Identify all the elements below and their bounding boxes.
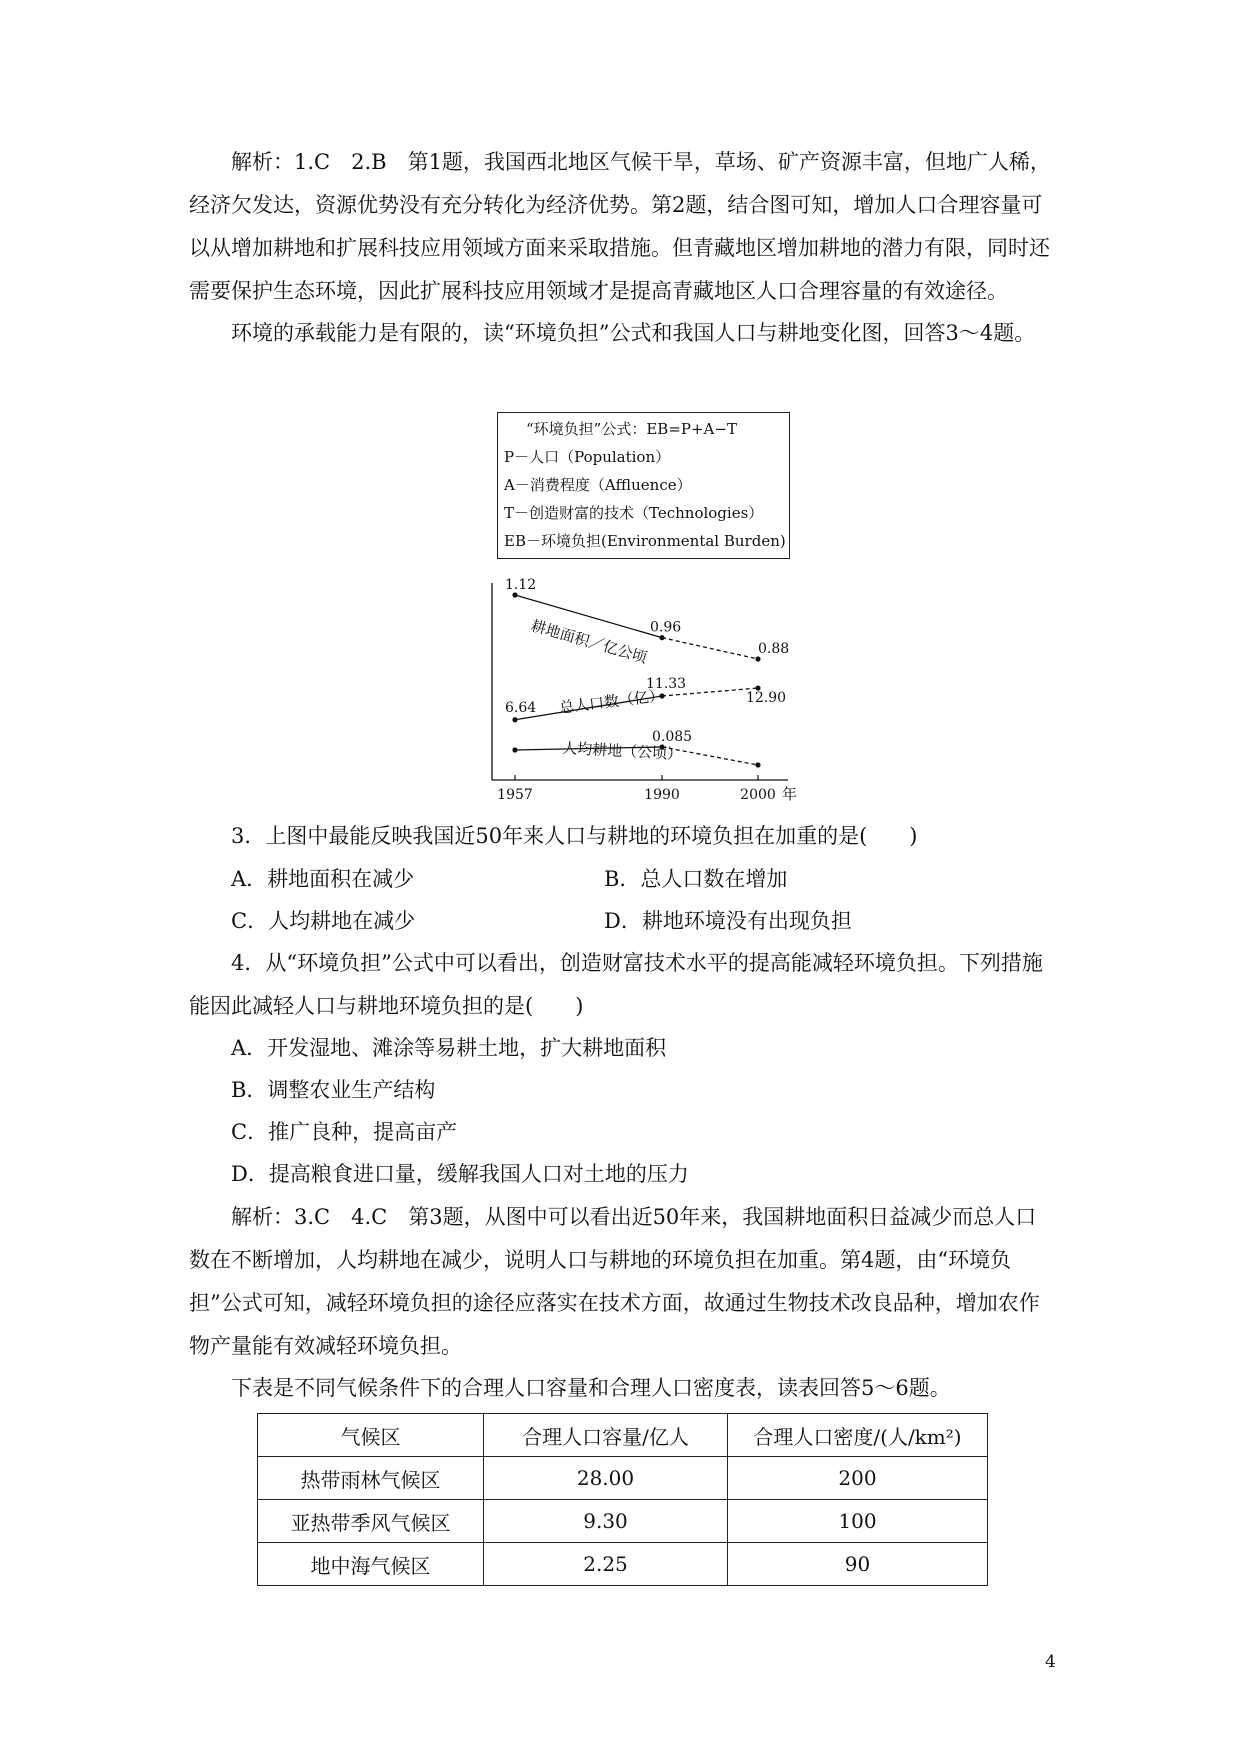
q3-option-b: B．总人口数在增加	[604, 867, 788, 891]
population-farmland-chart	[470, 575, 800, 805]
x-tick-label: 2000	[740, 787, 776, 803]
q4-option-d: D．提高粮食进口量，缓解我国人口对土地的压力	[231, 1162, 689, 1186]
data-point	[512, 747, 517, 752]
data-point	[659, 635, 664, 640]
formula-title: “环境负担”公式：EB=P+A−T	[526, 420, 737, 438]
formula-line-p: P－人口（Population）	[504, 448, 671, 466]
table-cell: 9.30	[484, 1500, 728, 1543]
table-cell: 200	[728, 1457, 988, 1500]
q3-option-d: D．耕地环境没有出现负担	[604, 909, 852, 933]
formula-line-a: A－消费程度（Affluence）	[504, 476, 692, 494]
q4-option-a: A．开发湿地、滩涂等易耕土地，扩大耕地面积	[231, 1036, 667, 1060]
data-point	[755, 762, 760, 767]
table-header-cell: 合理人口容量/亿人	[484, 1414, 728, 1457]
data-label: 11.33	[646, 675, 687, 692]
table-cell: 热带雨林气候区	[258, 1457, 484, 1500]
table-header-row	[258, 1414, 988, 1457]
intro-questions-5-6: 下表是不同气候条件下的合理人口容量和合理人口密度表，读表回答5～6题。	[231, 1376, 951, 1400]
data-point	[755, 656, 760, 661]
data-label: 12.90	[746, 690, 787, 707]
table-row	[258, 1543, 988, 1586]
analysis-1-2: 解析：1.C 2.B 第1题，我国西北地区气候干旱，草场、矿产资源丰富，但地广人稀，经济欠发达，资源优势没有充分转化为经济优势。第2题，结合图可知，增加人口合理容量可以从增加耕地和扩展科技应用领域方面来采取措施。但青藏地区增加耕地的潜力有限，同时还需要保护生态环境，因此扩展科技应用领域才是提高青藏地区人口合理容量的有效途径。	[189, 150, 1051, 303]
environmental-burden-formula-box	[497, 412, 790, 559]
x-tick-label: 1957	[497, 787, 533, 803]
data-label: 0.96	[650, 619, 682, 636]
table-cell: 2.25	[484, 1543, 728, 1586]
question-3-stem: 3．上图中最能反映我国近50年来人口与耕地的环境负担在加重的是( )	[231, 824, 918, 848]
question-4-stem: 4．从“环境负担”公式中可以看出，创造财富技术水平的提高能减轻环境负担。下列措施能因此减轻人口与耕地环境负担的是( )	[189, 951, 1043, 1018]
data-label: 6.64	[505, 699, 537, 716]
series-line-dashed	[662, 638, 758, 659]
intro-questions-3-4: 环境的承载能力是有限的，读“环境负担”公式和我国人口与耕地变化图，回答3～4题。	[231, 321, 1036, 345]
data-point	[512, 717, 517, 722]
climate-population-table	[257, 1413, 988, 1586]
table-row	[258, 1457, 988, 1500]
table-cell: 亚热带季风气候区	[258, 1500, 484, 1543]
q3-option-c: C．人均耕地在减少	[231, 909, 416, 933]
series-name-label: 总人口数（亿）	[558, 686, 665, 717]
series-name-label: 人均耕地（公顷）	[561, 739, 683, 764]
table-cell: 地中海气候区	[258, 1543, 484, 1586]
x-axis-unit: 年	[782, 785, 798, 803]
q4-option-c: C．推广良种，提高亩产	[231, 1120, 458, 1144]
data-point	[512, 592, 517, 597]
q4-option-b: B．调整农业生产结构	[231, 1078, 436, 1102]
data-label: 0.085	[652, 729, 693, 745]
analysis-3-4: 解析：3.C 4.C 第3题，从图中可以看出近50年来，我国耕地面积日益减少而总人口数在不断增加，人均耕地在减少，说明人口与耕地的环境负担在加重。第4题，由“环境负担”公式可知，减轻环境负担的途径应落实在技术方面，故通过生物技术改良品种，增加农作物产量能有效减轻环境负担。	[189, 1205, 1040, 1358]
data-label: 1.12	[505, 577, 537, 593]
table-cell: 90	[728, 1543, 988, 1586]
table-cell: 100	[728, 1500, 988, 1543]
table-row	[258, 1500, 988, 1543]
table-header-cell: 合理人口密度/(人/km²)	[728, 1414, 988, 1457]
table-cell: 28.00	[484, 1457, 728, 1500]
data-label: 0.88	[758, 641, 790, 657]
x-tick-label: 1990	[644, 787, 680, 803]
page-number: 4	[1045, 1652, 1056, 1672]
formula-line-t: T－创造财富的技术（Technologies）	[504, 504, 764, 522]
formula-line-eb: EB－环境负担(Environmental Burden)	[504, 532, 786, 550]
table-header-cell: 气候区	[258, 1414, 484, 1457]
series-name-label: 耕地面积／亿公顷	[528, 616, 650, 667]
q3-option-a: A．耕地面积在减少	[231, 867, 415, 891]
